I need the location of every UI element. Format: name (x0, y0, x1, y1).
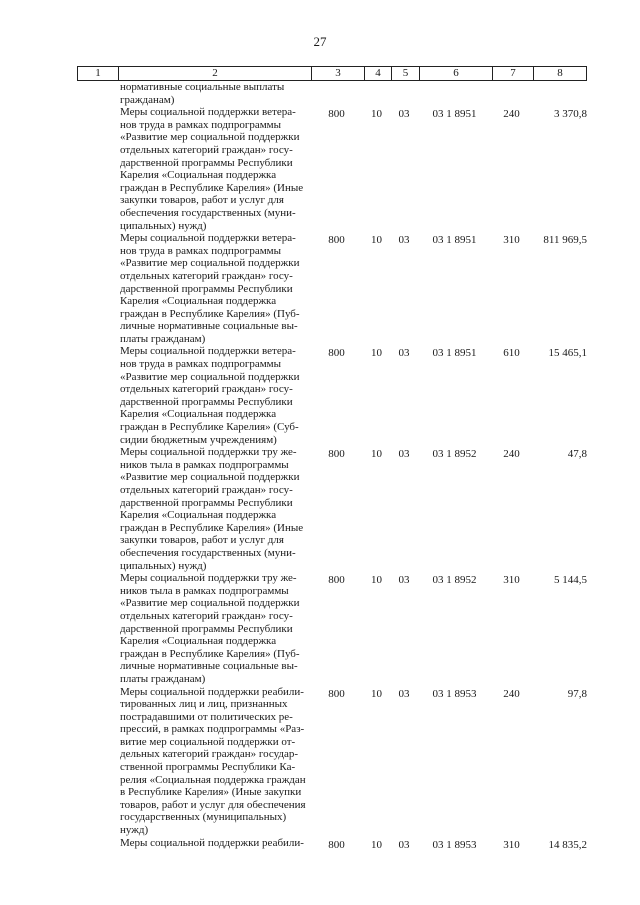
row-col-6: 03 1 8951 (432, 108, 477, 121)
row-col-7: 610 (503, 347, 520, 360)
row-col-4: 10 (371, 234, 382, 247)
row-col-5: 03 (398, 838, 410, 851)
row-amount: 5 144,5 (554, 574, 587, 587)
page-number: 27 (313, 34, 327, 49)
table-header (77, 66, 587, 81)
row-col-6: 03 1 8951 (432, 234, 477, 247)
row-col-7: 310 (503, 234, 520, 247)
row-col-6: 03 1 8953 (432, 687, 477, 700)
row-amount: 14 835,2 (548, 838, 587, 851)
table-row (77, 345, 587, 446)
row-description: Меры социальной поддержки ветера- нов труда в рамках подпрограммы «Развитие мер социальной поддержки отдельных категорий граждан» госу- дарственной программы Республики Карелия «Социальная поддержка граждан в Республике Карелия» (Пуб- личные нормативные социальные вы- платы гражданам) (120, 232, 300, 345)
row-description: Меры социальной поддержки реабили- (120, 836, 304, 849)
header-col-3: 3 (311, 67, 364, 80)
row-amount: 3 370,8 (554, 108, 587, 121)
row-amount: 811 969,5 (543, 234, 587, 247)
row-col-4: 10 (371, 347, 382, 360)
row-col-3: 800 (328, 448, 345, 461)
budget-table (77, 66, 587, 851)
row-col-4: 10 (371, 838, 382, 851)
row-col-5: 03 (398, 574, 410, 587)
header-col-6: 6 (419, 67, 492, 80)
row-col-3: 800 (328, 687, 345, 700)
header-col-1: 1 (95, 67, 101, 79)
row-amount: 97,8 (567, 687, 587, 700)
row-col-4: 10 (371, 108, 382, 121)
continuation-text: нормативные социальные выплаты гражданам) (120, 81, 285, 106)
table-row (77, 446, 587, 572)
row-description: Меры социальной поддержки реабили- тированных лиц и лиц, признанных пострадавшими от политических ре- прессий, в рамках подпрограммы «Раз- витие мер социальной поддержки от- дельных категорий граждан» государ- ственной программы Республики Ка- релия «Социальная поддержка граждан в Республике Карелия» (Иные закупки товаров, работ и услуг для обеспечения государственных (муниципальных) нужд) (120, 685, 306, 837)
header-col-8: 8 (533, 67, 586, 80)
row-col-4: 10 (371, 687, 382, 700)
row-col-5: 03 (398, 234, 410, 247)
row-amount: 15 465,1 (548, 347, 587, 360)
row-col-3: 800 (328, 838, 345, 851)
table-row (77, 686, 587, 837)
row-col-3: 800 (328, 574, 345, 587)
row-col-5: 03 (398, 448, 410, 461)
row-col-7: 240 (503, 687, 520, 700)
row-amount: 47,8 (567, 448, 587, 461)
row-col-6: 03 1 8952 (432, 448, 477, 461)
row-col-4: 10 (371, 574, 382, 587)
row-col-3: 800 (328, 347, 345, 360)
row-col-4: 10 (371, 448, 382, 461)
row-col-5: 03 (398, 347, 410, 360)
row-col-6: 03 1 8953 (432, 838, 477, 851)
row-col-6: 03 1 8951 (432, 347, 477, 360)
header-col-5: 5 (391, 67, 419, 80)
row-description: Меры социальной поддержки ветера- нов труда в рамках подпрограммы «Развитие мер социальной поддержки отдельных категорий граждан» госу- дарственной программы Республики Карелия «Социальная поддержка граждан в Республике Карелия» (Суб- сидии бюджетным учреждениям) (120, 345, 300, 446)
row-col-7: 310 (503, 838, 520, 851)
row-col-5: 03 (398, 687, 410, 700)
row-description: Меры социальной поддержки ветера- нов труда в рамках подпрограммы «Развитие мер социальной поддержки отдельных категорий граждан» госу- дарственной программы Республики Карелия «Социальная поддержка граждан в Республике Карелия» (Иные закупки товаров, работ и услуг для обеспечения государственных (муни- ципальных) нужд) (120, 106, 304, 232)
row-col-7: 310 (503, 574, 520, 587)
header-col-4: 4 (364, 67, 391, 80)
row-col-7: 240 (503, 108, 520, 121)
row-col-7: 240 (503, 448, 520, 461)
table-row (77, 572, 587, 685)
table-row (77, 837, 587, 852)
row-description: Меры социальной поддержки тру же- ников тыла в рамках подпрограммы «Развитие мер социальной поддержки отдельных категорий граждан» госу- дарственной программы Республики Карелия «Социальная поддержка граждан в Республике Карелия» (Иные закупки товаров, работ и услуг для обеспечения государственных (муни- ципальных) нужд) (120, 446, 304, 572)
row-col-6: 03 1 8952 (432, 574, 477, 587)
table-row (77, 106, 587, 232)
header-col-7: 7 (492, 67, 533, 80)
row-col-3: 800 (328, 234, 345, 247)
row-col-5: 03 (398, 108, 410, 121)
row-description: Меры социальной поддержки тру же- ников тыла в рамках подпрограммы «Развитие мер социальной поддержки отдельных категорий граждан» госу- дарственной программы Республики Карелия «Социальная поддержка граждан в Республике Карелия» (Пуб- личные нормативные социальные вы- платы гражданам) (120, 572, 300, 685)
header-col-2: 2 (118, 67, 311, 80)
table-row (77, 232, 587, 345)
row-col-3: 800 (328, 108, 345, 121)
